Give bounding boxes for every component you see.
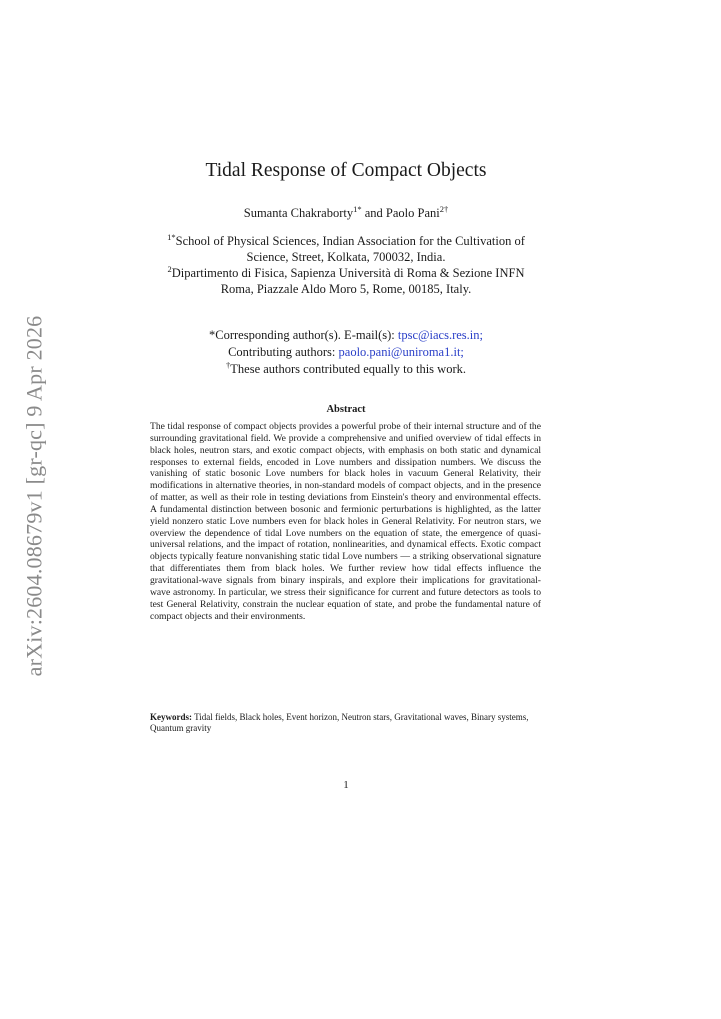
author-name: Paolo Pani xyxy=(385,206,440,220)
affiliation-text: School of Physical Sciences, Indian Association for the Cultivation of xyxy=(175,234,525,248)
author-connector: and xyxy=(361,206,386,220)
author-affiliation-marker: 1* xyxy=(353,203,362,214)
contributing-authors-line xyxy=(0,344,692,361)
page-number: 1 xyxy=(343,779,349,791)
keywords xyxy=(150,712,541,734)
affiliation-text: Roma, Piazzale Aldo Moro 5, Rome, 00185, Italy. xyxy=(220,282,472,296)
paper-title: Tidal Response of Compact Objects xyxy=(205,160,487,181)
keywords-text: Tidal fields, Black holes, Event horizon, Neutron stars, Gravitational waves, Binary systems, Quantum gravity xyxy=(150,712,529,733)
contributing-label: Contributing authors: xyxy=(228,345,339,359)
abstract-heading: Abstract xyxy=(326,404,366,415)
affiliation-marker: 2 xyxy=(167,263,172,274)
affiliation-text: Dipartimento di Fisica, Sapienza Università di Roma & Sezione INFN xyxy=(171,266,525,280)
contributing-email-link[interactable]: paolo.pani@uniroma1.it; xyxy=(338,345,464,359)
affiliations xyxy=(0,233,692,297)
corresponding-label: *Corresponding author(s). E-mail(s): xyxy=(209,328,398,342)
equal-contribution-text: These authors contributed equally to this work. xyxy=(230,362,466,376)
corresponding-author-line xyxy=(0,327,692,344)
keywords-label: Keywords: xyxy=(150,712,192,722)
arxiv-identifier[interactable]: arXiv:2604.08679v1 [gr-qc] 9 Apr 2026 xyxy=(21,315,47,677)
affiliation xyxy=(0,233,692,265)
affiliation-text: Science, Street, Kolkata, 700032, India. xyxy=(246,250,446,264)
affiliation xyxy=(0,265,692,297)
affiliation-marker: 1* xyxy=(167,231,176,242)
dagger-marker: † xyxy=(226,359,231,370)
equal-contribution-note xyxy=(0,361,692,378)
corresponding-email-link[interactable]: tpsc@iacs.res.in; xyxy=(397,328,483,342)
author-list xyxy=(0,203,692,221)
contact-info xyxy=(0,327,692,378)
author-affiliation-marker: 2† xyxy=(439,203,449,214)
abstract-text: The tidal response of compact objects provides a powerful probe of their internal structure and of the surrounding gravitational field. We provide a comprehensive and unified overview of tidal effects in black holes, neutron stars, and exotic compact objects, with emphasis on both static and dynamical responses to external fields, encoded in Love numbers and dissipation numbers. We discuss the vanishing of static bosonic Love numbers for black holes in vacuum General Relativity, their modifications in alternative theories, in non-standard models of compact objects, and in the presence of matter, as well as their role in testing deviations from Einstein's theory and environmental effects. A fundamental distinction between bosonic and fermionic perturbations is highlighted, as the latter yield nonzero static Love numbers even for black holes in General Relativity. For neutron stars, we overview the dependence of tidal Love numbers on the equation of state, the emergence of quasi-universal relations, and the impact of rotation, nonlinearities, and dynamical effects. Exotic compact objects typically feature nonvanishing static tidal Love numbers — a striking observational signature that differentiates them from black holes. We further review how tidal effects influence the gravitational-wave signals from binary inspirals, and explore their implications for gravitational-wave astronomy. In particular, we stress their significance for current and future detectors as tools to test General Relativity, constrain the nuclear equation of state, and probe the fundamental nature of compact objects and their environments. xyxy=(150,421,541,622)
author-name: Sumanta Chakraborty xyxy=(243,206,354,220)
